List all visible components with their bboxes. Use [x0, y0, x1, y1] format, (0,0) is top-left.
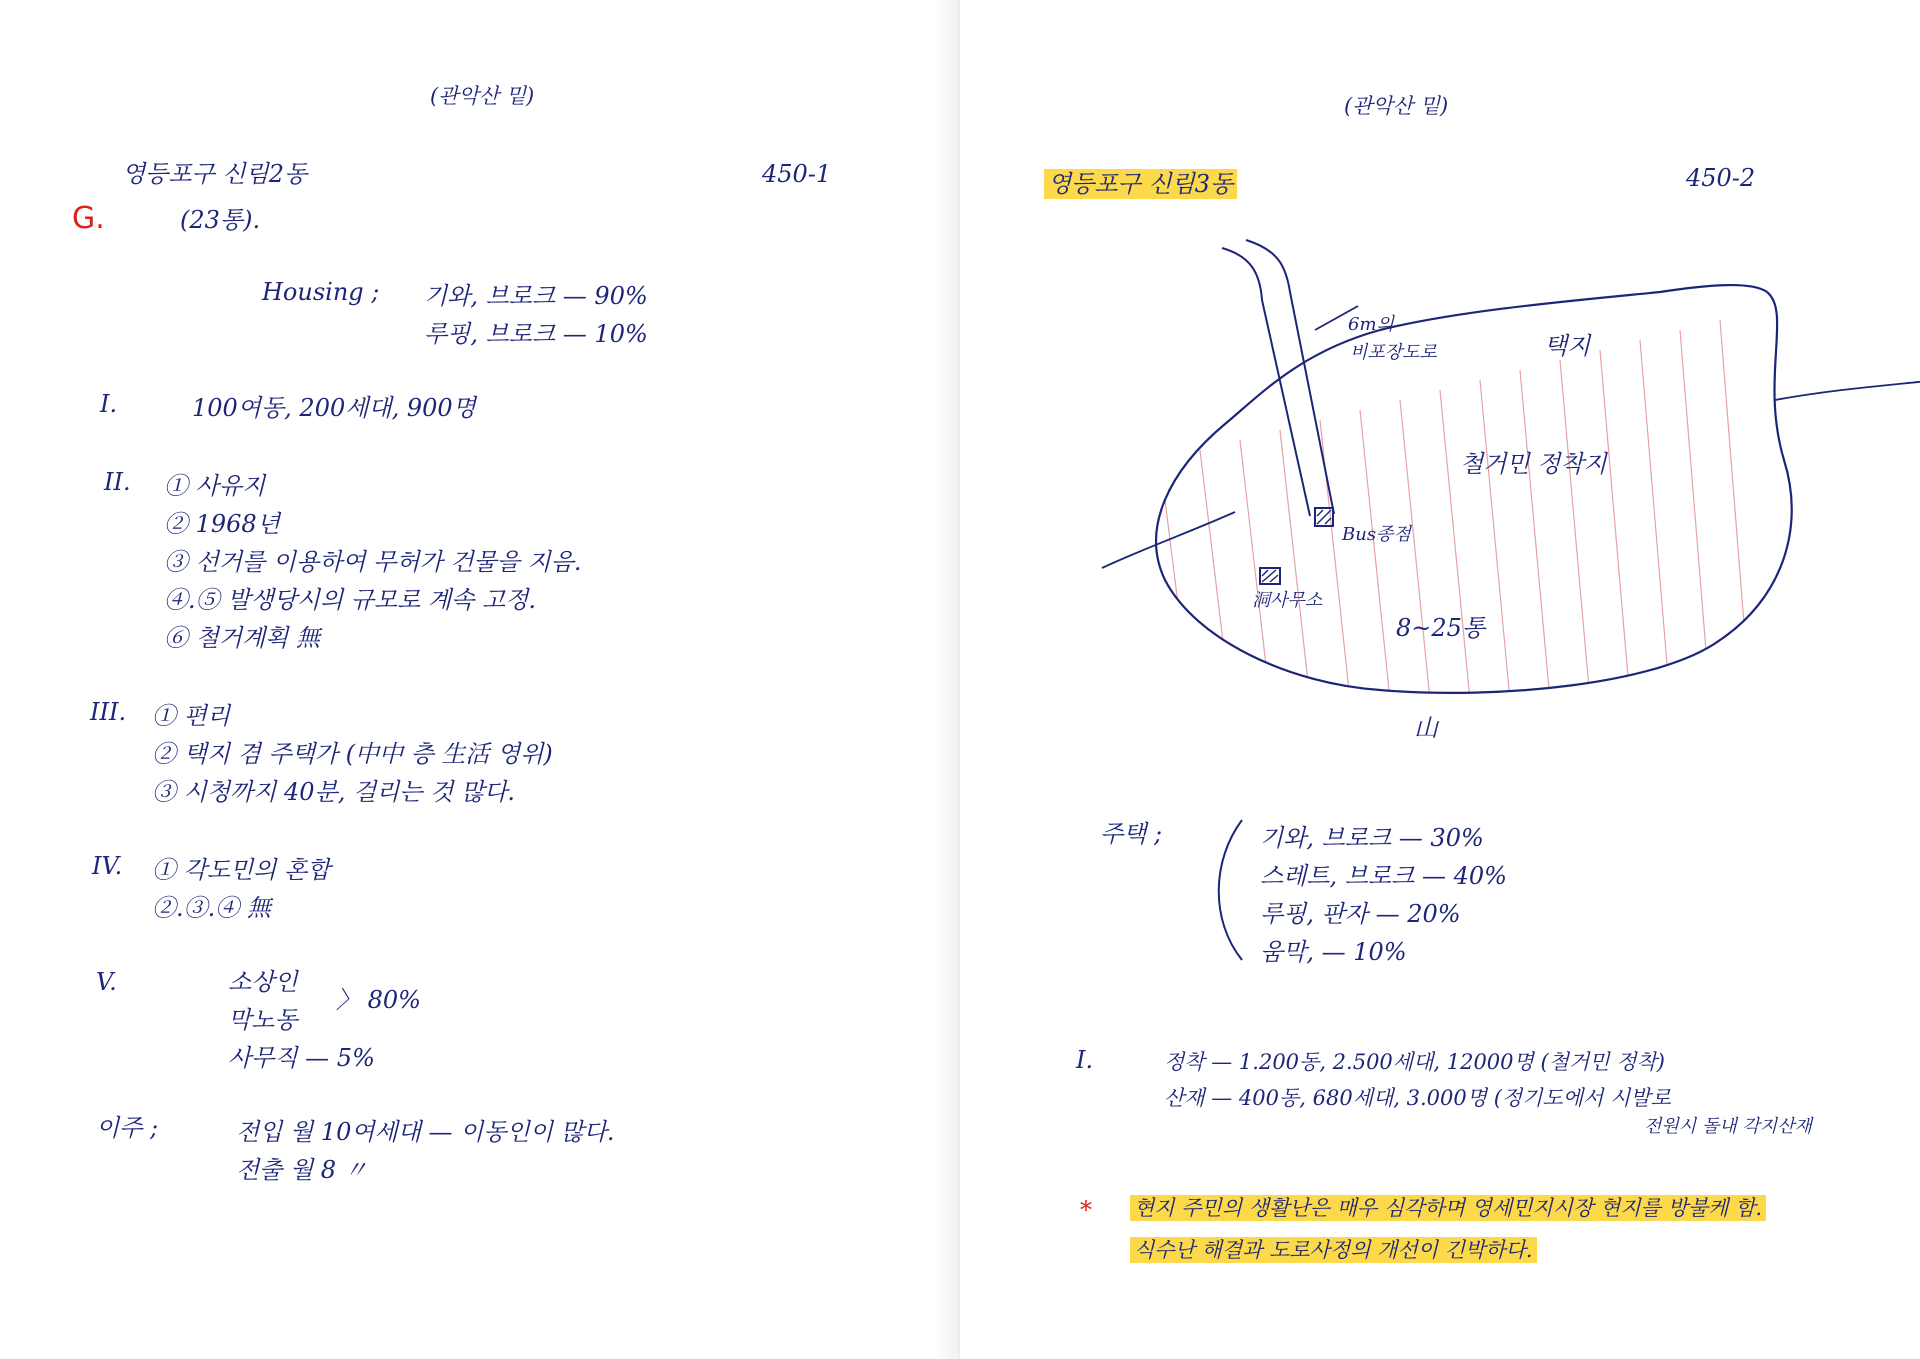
left-housing-line-1: 기와, 브로크 — 90%: [424, 282, 648, 310]
left-section-2-number: II.: [104, 468, 131, 496]
left-section-2-item-6: ⑥ 철거계획 無: [164, 624, 320, 652]
boundary-line-left: [1102, 512, 1235, 568]
left-section-3-number: III.: [90, 698, 127, 726]
left-housing-label: Housing ;: [262, 278, 380, 306]
map-block-label: 8~25통: [1396, 614, 1486, 642]
right-housing-line-3: 루핑, 판자 — 20%: [1260, 900, 1461, 928]
left-occupation-merchant: 소상인: [228, 968, 298, 996]
left-section-marker: G.: [72, 201, 105, 236]
left-section-1-text: 100여동, 200세대, 900명: [192, 394, 476, 422]
right-housing-line-2: 스레트, 브로크 — 40%: [1260, 862, 1507, 890]
left-section-2-item-3: ③ 선거를 이용하여 무허가 건물을 지음.: [164, 548, 582, 576]
left-section-1-number: I.: [100, 390, 118, 418]
left-occupation-office: 사무직 — 5%: [228, 1044, 375, 1072]
map-office-label: 洞사무소: [1252, 590, 1323, 611]
right-housing-line-4: 움막, — 10%: [1260, 938, 1407, 966]
left-section-4-item-1: ① 각도민의 혼합: [152, 856, 331, 884]
left-occupation-labor: 막노동: [228, 1006, 298, 1034]
right-section-1-line-3: 전원시 돌내 각지산재: [1644, 1116, 1812, 1137]
left-section-2-item-2: ② 1968년: [164, 510, 280, 538]
right-page-number: 450-2: [1686, 164, 1756, 192]
left-section-2-item-4: ④.⑤ 발생당시의 규모로 계속 고정.: [164, 586, 536, 614]
right-page: [960, 0, 1920, 1359]
left-section-2-item-1: ① 사유지: [164, 472, 266, 500]
map-bus-label: Bus종점: [1342, 524, 1411, 545]
right-housing-line-1: 기와, 브로크 — 30%: [1260, 824, 1484, 852]
boundary-line-right: [1775, 380, 1920, 400]
left-block-count: (23통).: [180, 206, 261, 234]
map-road-label-2: 비포장도로: [1350, 342, 1437, 363]
map-zone-label: 철거민 정착지: [1460, 450, 1607, 478]
left-district: 영등포구 신림2동: [122, 160, 308, 188]
right-note-line-1-highlight: 현지 주민의 생활난은 매우 심각하며 영세민지시장 현지를 방불케 함.: [1130, 1195, 1766, 1221]
right-section-1-number: I.: [1076, 1046, 1094, 1074]
road-edge-outer: [1222, 248, 1310, 516]
left-migration-out: 전출 월 8 〃: [236, 1156, 368, 1184]
left-section-3-item-3: ③ 시청까지 40분, 걸리는 것 많다.: [152, 778, 515, 806]
right-header: (관악산 밑): [1344, 94, 1449, 118]
left-housing-line-2: 루핑, 브로크 — 10%: [424, 320, 648, 348]
left-section-4-item-2: ②.③.④ 無: [152, 894, 271, 922]
left-header: (관악산 밑): [430, 84, 535, 108]
right-section-1-line-2: 산재 — 400동, 680세대, 3.000명 (정기도에서 시발로: [1164, 1086, 1671, 1110]
map-road-label-1: 6m의: [1348, 314, 1394, 335]
right-note-line-1: [1130, 1198, 1766, 1219]
map-area-label: 택지: [1544, 332, 1591, 360]
left-page-number: 450-1: [762, 160, 832, 188]
left-occupation-bracket: 〉 80%: [336, 986, 421, 1014]
right-note-star: *: [1080, 1196, 1092, 1224]
right-note-line-2: [1130, 1240, 1537, 1261]
right-district-highlight: 영등포구 신림3동: [1044, 169, 1237, 199]
left-section-3-item-1: ① 편리: [152, 702, 230, 730]
left-migration-label: 이주 ;: [96, 1114, 159, 1142]
right-housing-label: 주택 ;: [1100, 820, 1163, 848]
left-section-3-item-2: ② 택지 겸 주택가 (中中 층 生活 영위): [152, 740, 553, 768]
map-mountain-label: 山: [1414, 714, 1438, 742]
right-section-1-line-1: 정착 — 1.200동, 2.500세대, 12000명 (철거민 정착): [1164, 1050, 1665, 1074]
settlement-hatching: [1160, 320, 1750, 700]
right-note-line-2-highlight: 식수난 해결과 도로사정의 개선이 긴박하다.: [1130, 1237, 1537, 1263]
left-section-5-number: V.: [96, 968, 117, 996]
settlement-map: [960, 0, 1920, 760]
left-section-4-number: IV.: [92, 852, 123, 880]
left-migration-in: 전입 월 10여세대 — 이동인이 많다.: [236, 1118, 615, 1146]
